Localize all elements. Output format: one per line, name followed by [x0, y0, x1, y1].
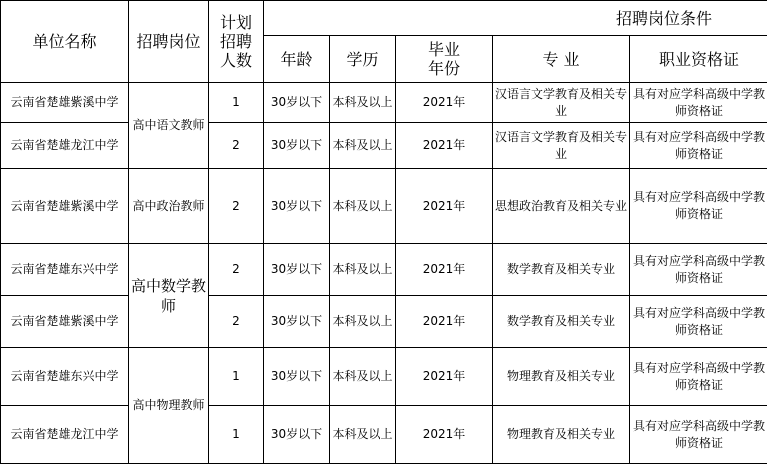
quota-cell: 2	[209, 296, 264, 348]
education-cell: 本科及以上	[330, 169, 396, 244]
header-major: 专 业	[493, 36, 630, 83]
unit-cell: 云南省楚雄紫溪中学	[1, 169, 129, 244]
age-cell: 30岁以下	[264, 244, 330, 296]
major-cell: 思想政治教育及相关专业	[493, 169, 630, 244]
certificate-cell: 具有对应学科高级中学教师资格证	[630, 169, 767, 244]
table-row	[1, 244, 767, 296]
education-cell: 本科及以上	[330, 244, 396, 296]
year-cell: 2021年	[396, 296, 493, 348]
major-cell: 物理教育及相关专业	[493, 348, 630, 406]
header-age: 年龄	[264, 36, 330, 83]
certificate-cell: 具有对应学科高级中学教师资格证	[630, 348, 767, 406]
year-cell: 2021年	[396, 169, 493, 244]
education-cell: 本科及以上	[330, 83, 396, 123]
table-row	[1, 123, 767, 169]
header-certificate: 职业资格证	[630, 36, 767, 83]
position-cell-politics: 高中政治教师	[129, 169, 209, 244]
age-cell: 30岁以下	[264, 123, 330, 169]
age-cell: 30岁以下	[264, 169, 330, 244]
quota-cell: 2	[209, 169, 264, 244]
header-grad-year-text: 毕业年份	[427, 40, 460, 78]
certificate-cell: 具有对应学科高级中学教师资格证	[630, 123, 767, 169]
major-cell: 汉语言文学教育及相关专业	[493, 123, 630, 169]
unit-cell: 云南省楚雄龙江中学	[1, 123, 129, 169]
age-cell: 30岁以下	[264, 83, 330, 123]
major-cell: 物理教育及相关专业	[493, 406, 630, 464]
header-grad-year	[396, 36, 493, 83]
age-cell: 30岁以下	[264, 406, 330, 464]
certificate-cell: 具有对应学科高级中学教师资格证	[630, 406, 767, 464]
education-cell: 本科及以上	[330, 406, 396, 464]
header-row	[1, 1, 767, 36]
quota-cell: 1	[209, 406, 264, 464]
header-quota-text: 计划招聘人数	[219, 13, 252, 70]
year-cell: 2021年	[396, 348, 493, 406]
position-cell-math: 高中数学教师	[129, 244, 209, 348]
quota-cell: 2	[209, 244, 264, 296]
year-cell: 2021年	[396, 83, 493, 123]
major-cell: 数学教育及相关专业	[493, 296, 630, 348]
position-cell-chinese: 高中语文教师	[129, 83, 209, 169]
header-quota	[209, 1, 264, 83]
year-cell: 2021年	[396, 406, 493, 464]
quota-cell: 1	[209, 348, 264, 406]
table-row	[1, 406, 767, 464]
header-unit: 单位名称	[1, 1, 129, 83]
education-cell: 本科及以上	[330, 296, 396, 348]
year-cell: 2021年	[396, 244, 493, 296]
position-cell-physics: 高中物理教师	[129, 348, 209, 464]
quota-cell: 1	[209, 83, 264, 123]
year-cell: 2021年	[396, 123, 493, 169]
header-conditions: 招聘岗位条件	[264, 1, 767, 36]
age-cell: 30岁以下	[264, 348, 330, 406]
unit-cell: 云南省楚雄紫溪中学	[1, 83, 129, 123]
unit-cell: 云南省楚雄东兴中学	[1, 244, 129, 296]
unit-cell: 云南省楚雄紫溪中学	[1, 296, 129, 348]
major-cell: 汉语言文学教育及相关专业	[493, 83, 630, 123]
age-cell: 30岁以下	[264, 296, 330, 348]
education-cell: 本科及以上	[330, 348, 396, 406]
unit-cell: 云南省楚雄龙江中学	[1, 406, 129, 464]
education-cell: 本科及以上	[330, 123, 396, 169]
certificate-cell: 具有对应学科高级中学教师资格证	[630, 244, 767, 296]
major-cell: 数学教育及相关专业	[493, 244, 630, 296]
table-row	[1, 296, 767, 348]
header-education: 学历	[330, 36, 396, 83]
table-row	[1, 348, 767, 406]
header-position: 招聘岗位	[129, 1, 209, 83]
table-row	[1, 169, 767, 244]
certificate-cell: 具有对应学科高级中学教师资格证	[630, 296, 767, 348]
quota-cell: 2	[209, 123, 264, 169]
unit-cell: 云南省楚雄东兴中学	[1, 348, 129, 406]
certificate-cell: 具有对应学科高级中学教师资格证	[630, 83, 767, 123]
table-row	[1, 83, 767, 123]
